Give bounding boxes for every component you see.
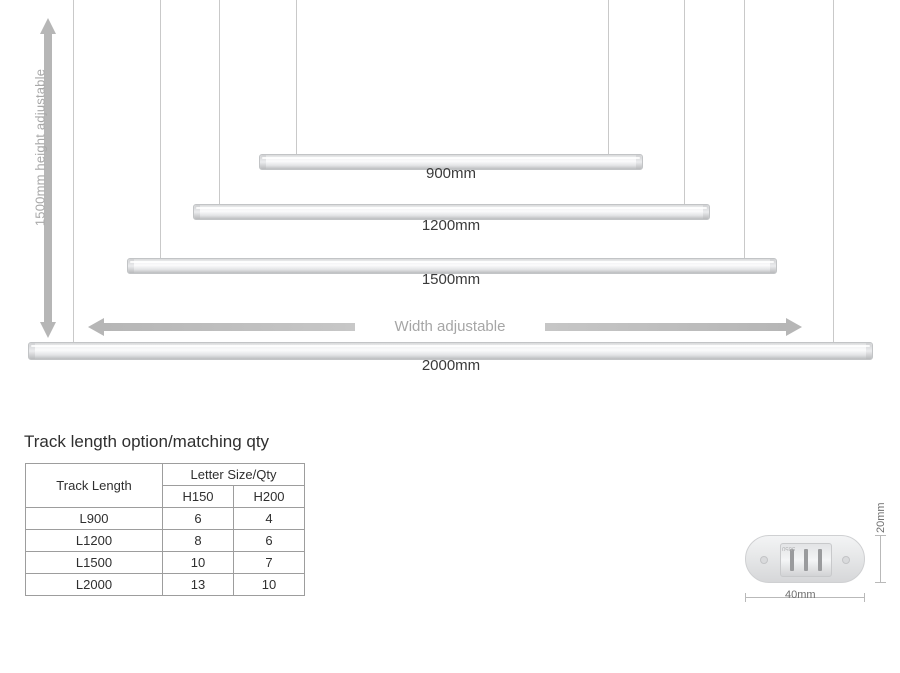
cell-h200: 10 [234, 574, 305, 596]
bar-end-cap [29, 343, 35, 359]
bar-end-cap [128, 259, 134, 273]
cell-h200: 6 [234, 530, 305, 552]
mounting-hole-icon [760, 556, 768, 564]
table-row [26, 552, 305, 574]
suspension-wire [296, 0, 297, 156]
connector-pin [790, 549, 794, 571]
width-adjustable-label: Width adjustable [355, 318, 545, 335]
height-dim-label: 20mm [875, 502, 887, 533]
cell-h150: 13 [163, 574, 234, 596]
bar-label-900: 900mm [425, 165, 477, 182]
bar-end-cap [770, 259, 776, 273]
suspension-wire [608, 0, 609, 156]
height-dim-tick [875, 582, 886, 583]
connector-detail [735, 502, 895, 615]
suspension-wire [160, 0, 161, 260]
bar-label-1500: 1500mm [421, 271, 481, 288]
connector-pin [804, 549, 808, 571]
table-row [26, 508, 305, 530]
table-header-row [26, 464, 305, 486]
cell-h150: 10 [163, 552, 234, 574]
header-h200: H200 [234, 486, 305, 508]
bar-end-cap [194, 205, 200, 219]
bar-end-cap [866, 343, 872, 359]
header-h150: H150 [163, 486, 234, 508]
width-dim-tick [745, 593, 746, 602]
suspension-wire [73, 0, 74, 344]
header-track-length: Track Length [26, 464, 163, 508]
suspension-wire [684, 0, 685, 206]
cell-track: L1500 [26, 552, 163, 574]
height-dim-tick [875, 535, 886, 536]
header-letter-size-qty: Letter Size/Qty [163, 464, 305, 486]
arrow-head-down-icon [40, 322, 56, 338]
suspension-wire [219, 0, 220, 206]
cell-h150: 8 [163, 530, 234, 552]
height-adjustable-label: 1500mm height adjustable [32, 68, 48, 227]
bar-label-1200: 1200mm [421, 217, 481, 234]
connector-body [745, 535, 865, 583]
table-row [26, 574, 305, 596]
track-length-table [25, 463, 305, 596]
cell-h150: 6 [163, 508, 234, 530]
suspension-wire [744, 0, 745, 260]
bar-end-cap [703, 205, 709, 219]
cell-h200: 4 [234, 508, 305, 530]
suspension-wire [833, 0, 834, 344]
cell-track: L2000 [26, 574, 163, 596]
cell-track: L900 [26, 508, 163, 530]
width-dim-label: 40mm [785, 589, 816, 601]
table-row [26, 530, 305, 552]
width-dim-tick [864, 593, 865, 602]
connector-pin [818, 549, 822, 571]
table-title: Track length option/matching qty [24, 432, 270, 451]
cell-h200: 7 [234, 552, 305, 574]
bar-end-cap [260, 155, 266, 169]
cell-track: L1200 [26, 530, 163, 552]
arrow-head-right-icon [786, 318, 802, 336]
connector-chip-text: 5050 [782, 545, 796, 551]
height-dim-line [880, 535, 881, 583]
mounting-hole-icon [842, 556, 850, 564]
bar-end-cap [636, 155, 642, 169]
bar-label-2000: 2000mm [421, 357, 481, 374]
